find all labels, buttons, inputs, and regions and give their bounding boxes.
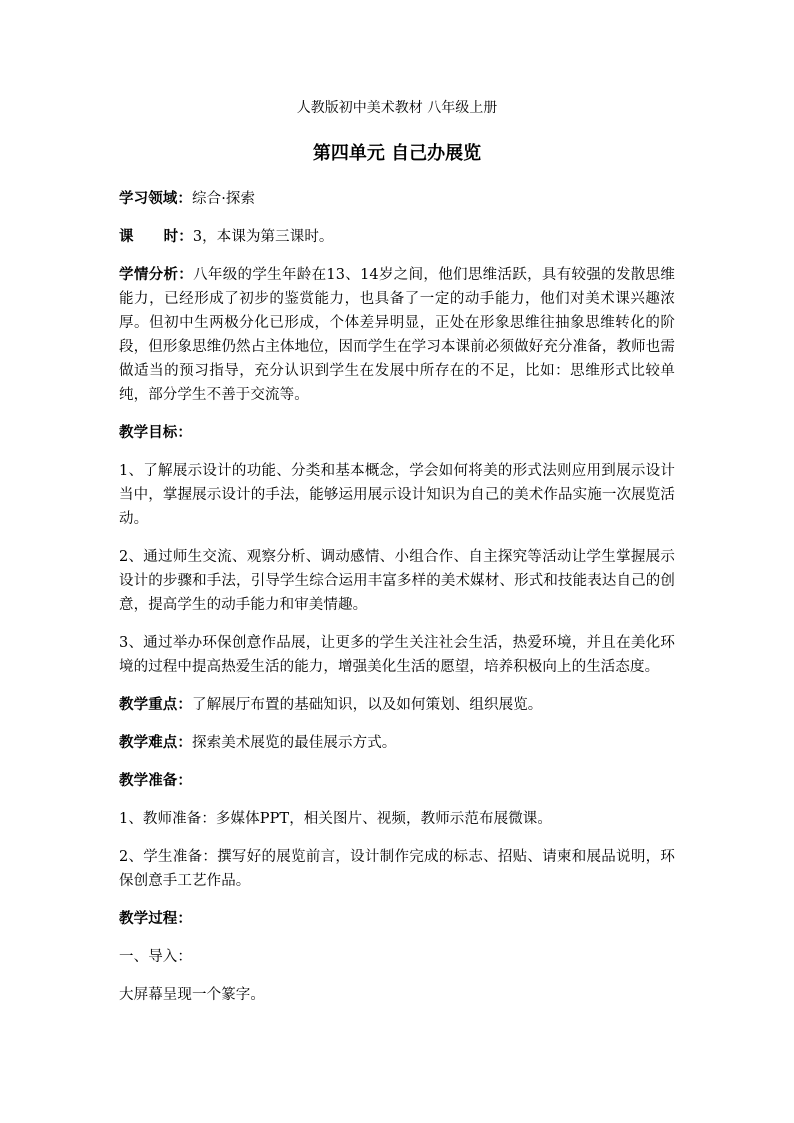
student-analysis-paragraph (119, 263, 675, 407)
difficulty-value: 探索美术展览的最佳展示方式。 (192, 735, 397, 751)
student-analysis-text: 八年级的学生年龄在13、14岁之间，他们思维活跃，具有较强的发散思维能力，已经形成了初步的鉴赏能力，也具备了一定的动手能力，他们对美术课兴趣浓厚。但初中生两极分化已形成，个体差异明显，正处在形象思维往抽象思维转化的阶段，但形象思维仍然占主体地位，因而学生在学习本课前必须做好充分准备，教师也需做适当的预习指导，充分认识到学生在发展中所存在的不足，比如：思维形式比较单纯，部分学生不善于交流等。 (119, 267, 675, 403)
learning-domain-label: 学习领域： (119, 190, 192, 207)
preparation-item: 2、学生准备：撰写好的展览前言，设计制作完成的标志、招贴、请柬和展品说明，环保创意手工艺作品。 (119, 849, 675, 889)
difficulty-line (119, 731, 675, 755)
difficulty-label: 教学难点： (119, 734, 192, 751)
teaching-goal-item: 3、通过举办环保创意作品展，让更多的学生关注社会生活，热爱环境，并且在美化环境的过程中提高热爱生活的能力，增强美化生活的愿望，培养积极向上的生活态度。 (119, 635, 675, 675)
process-step-intro: 一、导入： (119, 949, 192, 965)
document-page (119, 96, 675, 1007)
teaching-goal-item: 2、通过师生交流、观察分析、调动感情、小组合作、自主探究等活动让学生掌握展示设计的步骤和手法，引导学生综合运用丰富多样的美术媒材、形式和技能表达自己的创意，提高学生的动手能力和审美情趣。 (119, 549, 675, 613)
class-period-line (119, 225, 675, 249)
class-period-label-b: 时： (163, 228, 193, 245)
preparation-item: 1、教师准备：多媒体PPT，相关图片、视频，教师示范布展微课。 (119, 811, 553, 827)
teaching-goal-item: 1、了解展示设计的功能、分类和基本概念，学会如何将美的形式法则应用到展示设计当中，掌握展示设计的手法，能够运用展示设计知识为自己的美术作品实施一次展览活动。 (119, 463, 675, 527)
learning-domain-value: 综合·探索 (192, 191, 256, 207)
process-heading: 教学过程： (119, 910, 192, 927)
key-point-value: 了解展厅布置的基础知识，以及如何策划、组织展览。 (192, 697, 543, 713)
teaching-goals-heading: 教学目标： (119, 424, 192, 441)
unit-title: 第四单元 自己办展览 (312, 143, 482, 164)
process-step-intro-text: 大屏幕呈现一个篆字。 (119, 987, 265, 1003)
student-analysis-label: 学情分析： (119, 266, 194, 283)
class-period-label-a: 课 (119, 228, 134, 245)
textbook-subtitle: 人教版初中美术教材 八年级上册 (296, 100, 498, 116)
key-point-label: 教学重点： (119, 696, 192, 713)
preparation-heading: 教学准备： (119, 772, 192, 789)
key-point-line (119, 693, 675, 717)
class-period-value: 3，本课为第三课时。 (192, 229, 334, 245)
learning-domain-line (119, 187, 675, 211)
